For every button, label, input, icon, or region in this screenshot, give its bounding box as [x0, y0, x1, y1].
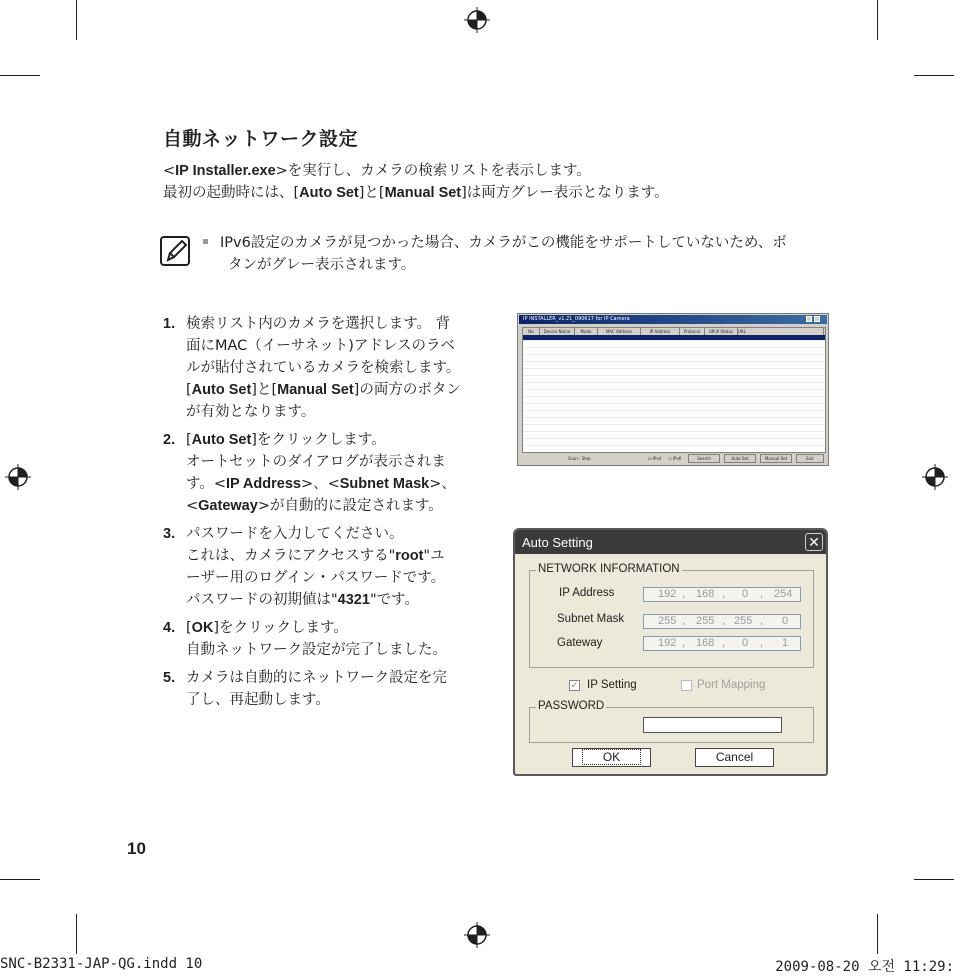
column-header[interactable]: Mode — [575, 328, 598, 335]
column-header[interactable]: Protocol — [680, 328, 705, 335]
device-list[interactable] — [522, 327, 826, 453]
crop-mark — [914, 879, 954, 880]
window-titlebar: IP INSTALLER_v1.21_090617 for IP Camera — [519, 315, 827, 324]
column-header[interactable]: Device Name — [540, 328, 575, 335]
registration-mark-icon — [464, 7, 490, 33]
registration-mark-icon — [5, 464, 31, 490]
network-information-group: NETWORK INFORMATION — [529, 570, 814, 668]
registration-mark-icon — [464, 922, 490, 948]
crop-mark — [914, 75, 954, 76]
minimize-icon[interactable] — [806, 316, 812, 322]
crop-mark — [0, 75, 40, 76]
step-list — [163, 313, 503, 717]
ipv6-option[interactable]: ☐ IPv6 — [668, 456, 682, 461]
intro-line-2: 最初の起動時には、[Auto Set]と[Manual Set]は両方グレー表示となります。 — [163, 185, 669, 201]
column-header[interactable]: IP Address — [641, 328, 680, 335]
column-header[interactable]: URL — [738, 328, 824, 335]
column-header[interactable]: UPnP Status — [705, 328, 738, 335]
auto-setting-dialog — [513, 528, 828, 776]
gateway-field[interactable]: 192 , 168 , 0 , 1 — [643, 636, 801, 651]
ip-address-field[interactable]: 192 , 168 , 0 , 254 — [643, 587, 801, 602]
note-pencil-icon — [159, 234, 193, 268]
dialog-title: Auto Setting — [522, 535, 593, 550]
registration-mark-icon — [922, 464, 948, 490]
step-item: 4. [OK]をクリックします。 自動ネットワーク設定が完了しました。 — [163, 620, 447, 658]
ip-setting-checkbox[interactable]: ✓ — [570, 680, 579, 690]
manual-set-button[interactable]: Manual Set — [760, 454, 792, 463]
ipv4-option[interactable]: ☑ IPv4 — [648, 456, 662, 461]
search-button[interactable]: Search — [688, 454, 720, 463]
password-input[interactable] — [643, 717, 782, 733]
crop-mark — [877, 914, 878, 954]
port-mapping-checkbox[interactable] — [681, 680, 692, 691]
crop-mark — [76, 0, 77, 40]
port-mapping-label: Port Mapping — [697, 679, 766, 691]
intro-text — [163, 160, 669, 204]
bullet-square-icon — [203, 239, 208, 244]
step-item: 3. パスワードを入力してください。 これは、カメラにアクセスする"root"ユ ーザー用のログイン・パスワードです。 パスワードの初期値は"4321"です。 — [163, 526, 446, 608]
column-header[interactable]: No — [523, 328, 540, 335]
footer-filename: SNC-B2331-JAP-QG.indd 10 — [0, 956, 203, 972]
page-number: 10 — [127, 839, 146, 858]
page-title: 自動ネットワーク設定 — [163, 128, 359, 150]
note-text: IPv6設定のカメラが見つかった場合、カメラがこの機能をサポートしていないため、ボ タンがグレー表示されます。 — [203, 232, 843, 276]
gateway-label: Gateway — [557, 637, 603, 649]
column-header[interactable]: MAC Address — [598, 328, 641, 335]
step-item: 2. [Auto Set]をクリックします。 オートセットのダイアログが表示されま す。<IP Address>、<Subnet Mask>、 <Gateway>が自動的に設定されます。 — [163, 432, 456, 514]
table-row[interactable] — [523, 335, 825, 340]
step-item: 1. 検索リスト内のカメラを選択します。 背 面にMAC（イーサネット)アドレスのラベ ルが貼付されているカメラを検索します。 [Auto Set]と[Manual Set]の両方のボタン が有効となります。 — [163, 316, 461, 420]
footer-timestamp: 2009-08-20 오전 11:29: — [775, 959, 954, 975]
subnet-mask-field[interactable]: 255 , 255 , 255 , 0 — [643, 614, 801, 629]
crop-mark — [76, 914, 77, 954]
ip-setting-label: IP Setting — [587, 679, 637, 691]
exit-button[interactable]: Exit — [796, 454, 824, 463]
close-icon[interactable] — [814, 316, 820, 322]
scan-status: Scan : Stop — [568, 456, 591, 461]
close-icon[interactable]: ✕ — [805, 533, 823, 551]
auto-set-button[interactable]: Auto Set — [724, 454, 756, 463]
cancel-button[interactable]: Cancel — [695, 748, 774, 767]
ok-button[interactable]: OK — [572, 748, 651, 767]
ip-installer-window — [517, 313, 829, 466]
subnet-mask-label: Subnet Mask — [557, 613, 625, 625]
crop-mark — [877, 0, 878, 40]
step-item: 5. カメラは自動的にネットワーク設定を完 了し、再起動します。 — [163, 670, 447, 708]
dialog-titlebar — [515, 530, 826, 554]
crop-mark — [0, 879, 40, 880]
ip-address-label: IP Address — [559, 587, 615, 599]
password-group: PASSWORD — [529, 707, 814, 743]
intro-line-1: <IP Installer.exe>を実行し、カメラの検索リストを表示します。 — [163, 163, 591, 179]
